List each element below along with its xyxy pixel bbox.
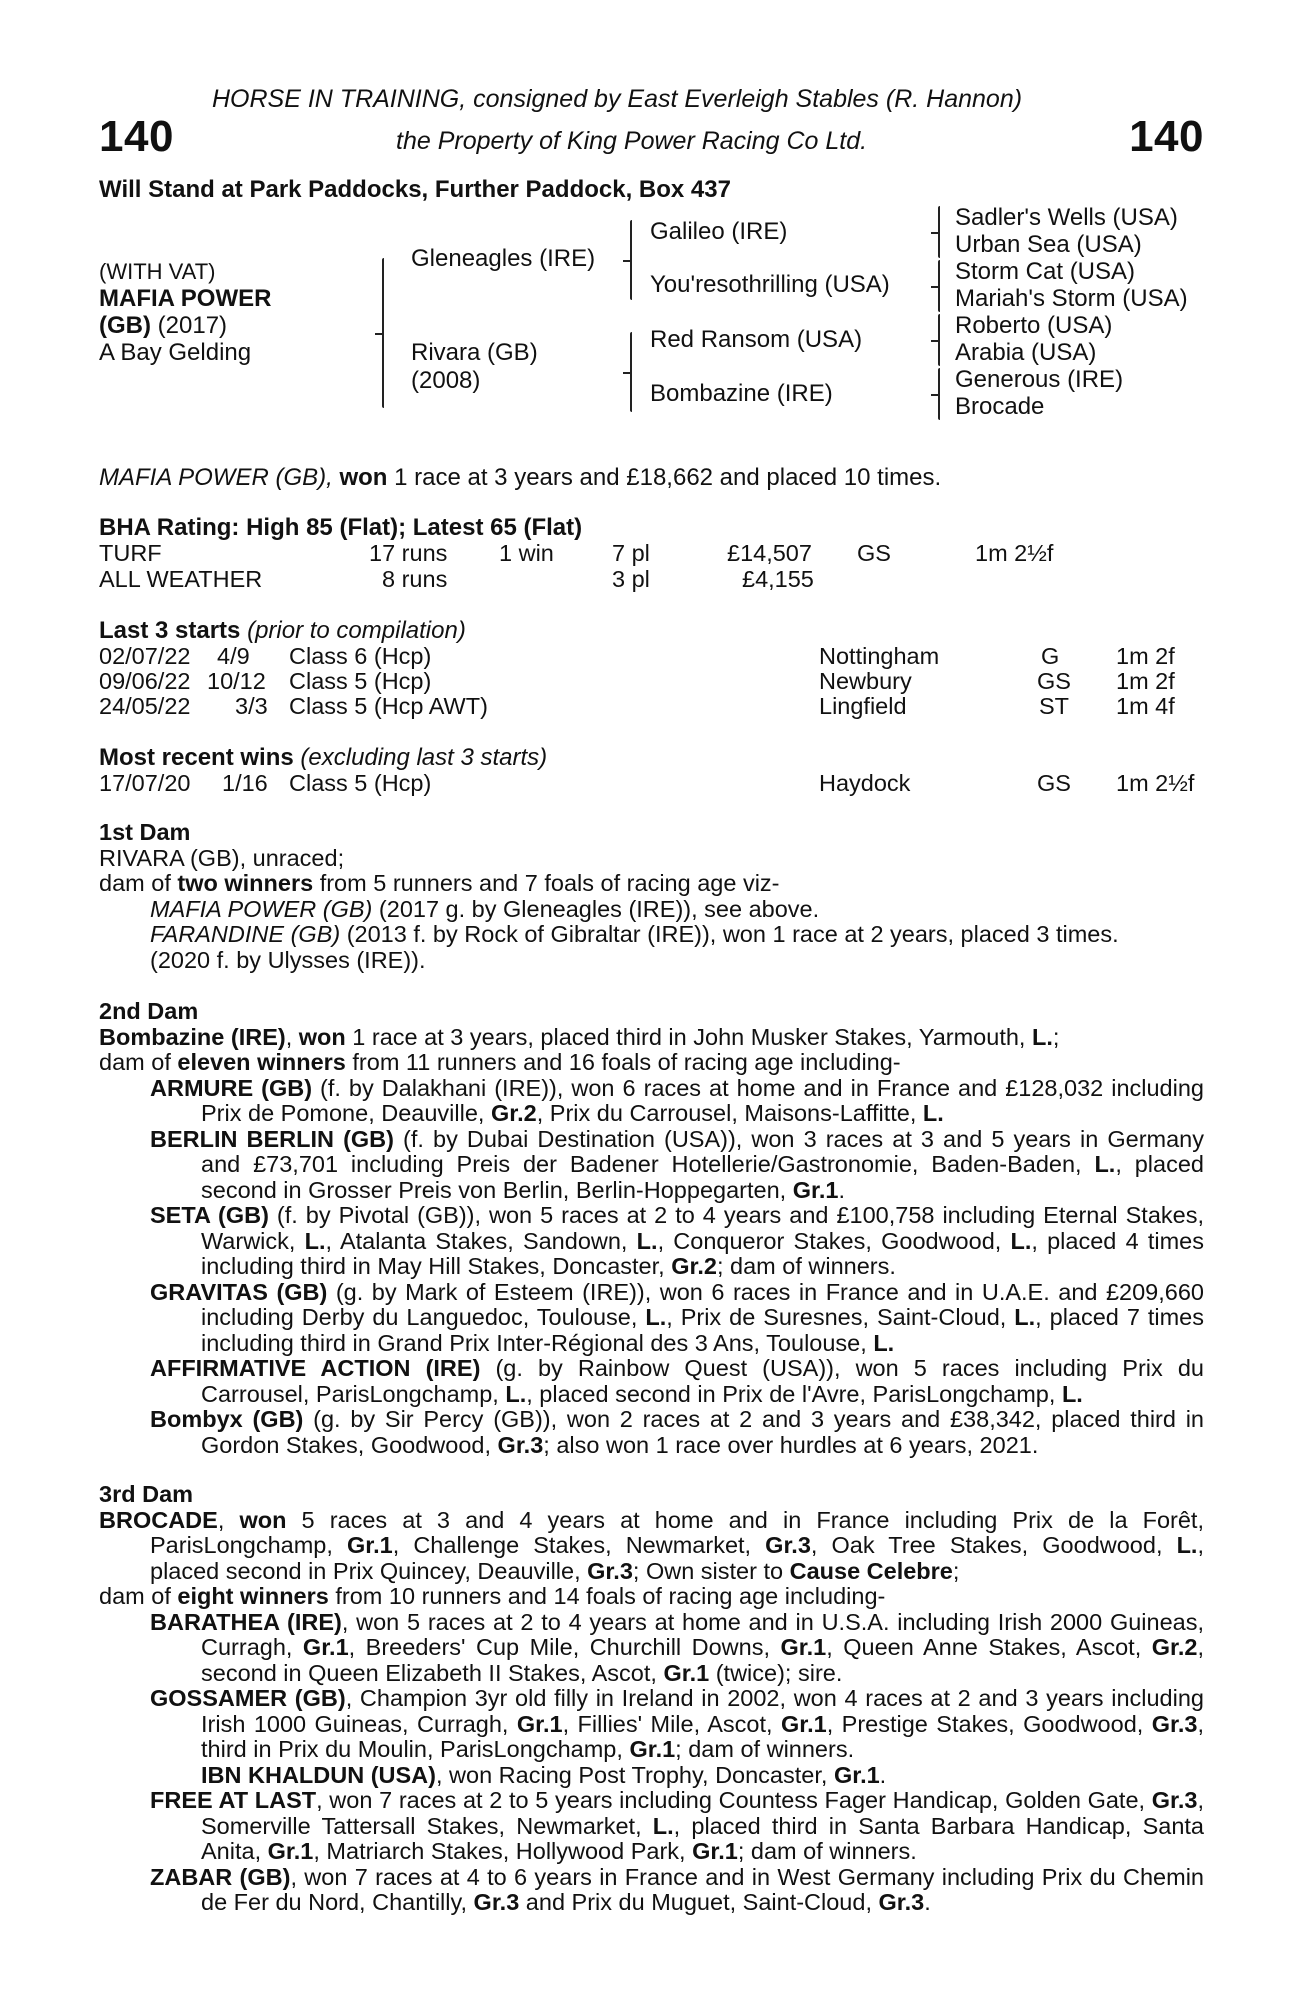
rating-title: BHA Rating: High 85 (Flat); Latest 65 (Flat) — [99, 514, 583, 541]
start-going: G — [1041, 643, 1060, 669]
summary-rest: 1 race at 3 years and £18,662 and placed 10 times. — [387, 464, 942, 491]
rating-going: GS — [857, 540, 891, 566]
win-going: GS — [1037, 770, 1071, 796]
third-dam-title: 3rd Dam — [99, 1481, 194, 1507]
vat-label: (WITH VAT) — [99, 259, 216, 284]
first-dam-produce-line: dam of two winners from 5 runners and 7 foals of racing age viz- — [99, 870, 780, 896]
start-distance: 1m 2f — [1116, 668, 1175, 694]
start-date: 09/06/22 — [99, 668, 191, 694]
rating-placed: 7 pl — [612, 540, 650, 566]
wins-title-line — [99, 744, 547, 772]
horse-description: A Bay Gelding — [99, 339, 252, 366]
property-line: the Property of King Power Racing Co Ltd. — [396, 127, 868, 155]
ggp-brace-1 — [938, 206, 940, 258]
first-dam-produce-1: MAFIA POWER (GB) (2017 g. by Gleneagles (IRE)), see above. — [150, 895, 820, 922]
third-dam-entry: BARATHEA (IRE), won 5 races at 2 to 4 years at home and in U.S.A. including Irish 2000 Guineas, Curragh, Gr.1, Breeders' Cup Mile, Churchill Downs, Gr.1, Queen Anne Stakes, Ascot, Gr.2, second in Queen Elizabeth II Stakes, Ascot, Gr.1 (twice); sire. — [150, 1608, 1205, 1686]
rating-runs: 8 runs — [382, 566, 448, 592]
consignor-line: HORSE IN TRAINING, consigned by East Everleigh Stables (R. Hannon) — [212, 85, 1023, 113]
start-position: 10/12 — [207, 668, 266, 694]
last3-title-line — [99, 617, 466, 645]
ggp-brace-2 — [938, 260, 940, 312]
start-distance: 1m 2f — [1116, 643, 1175, 669]
lot-number-right: 140 — [1129, 112, 1204, 161]
horse-year: (2017) — [157, 312, 228, 339]
start-class: Class 5 (Hcp) — [289, 668, 432, 694]
second-dam-section — [99, 999, 1204, 1458]
dam-year: (2008) — [411, 367, 481, 394]
second-dam-title: 2nd Dam — [99, 998, 199, 1024]
ggp-8: Brocade — [955, 393, 1045, 420]
second-dam-entry: AFFIRMATIVE ACTION (IRE) (g. by Rainbow Quest (USA)), won 5 races including Prix du Carrousel, ParisLongchamp, L., placed second in Prix de l'Avre, ParisLongchamp, L. — [150, 1355, 1204, 1407]
start-course: Newbury — [819, 668, 912, 694]
start-position: 4/9 — [217, 643, 250, 669]
last3-note: (prior to compilation) — [247, 617, 466, 644]
start-course: Lingfield — [819, 693, 907, 719]
rating-runs: 17 runs — [369, 540, 448, 566]
rating-surface: ALL WEATHER — [99, 566, 263, 592]
third-dam-entry: FREE AT LAST, won 7 races at 2 to 5 years including Countess Fager Handicap, Golden Gate, Gr.3, Somerville Tattersall Stakes, Newmarket, L., placed third in Santa Barbara Handicap, Santa Anita, Gr.1, Matriarch Stakes, Hollywood Park, Gr.1; dam of winners. — [150, 1787, 1204, 1864]
second-dam-entry: Bombyx (GB) (g. by Sir Percy (GB)), won 2 races at 2 and 3 years and £38,342, placed third in Gordon Stakes, Goodwood, Gr.3; also won 1 race over hurdles at 6 years, 2021. — [150, 1406, 1204, 1458]
first-dam-produce-2: FARANDINE (GB) (2013 f. by Rock of Gibraltar (IRE)), won 1 race at 2 years, placed 3 times. — [150, 921, 1119, 947]
ggp-1: Sadler's Wells (USA) — [955, 204, 1178, 231]
first-dam-line: RIVARA (GB), unraced; — [99, 844, 345, 871]
third-dam-line: BROCADE, won 5 races at 3 and 4 years at home and in France including Prix de la Forêt, ParisLongchamp, Gr.1, Challenge Stakes, Newmarket, Gr.3, Oak Tree Stakes, Goodwood, L., placed second in Prix Quincey, Deauville, Gr.3; Own sister to Cause Celebre; — [99, 1506, 1204, 1584]
sire-sire: Galileo (IRE) — [650, 218, 788, 245]
first-dam-section — [99, 820, 1204, 973]
third-dam-section — [99, 1482, 1204, 1916]
rating-money: £4,155 — [742, 566, 814, 592]
stand-line: Will Stand at Park Paddocks, Further Paddock, Box 437 — [99, 176, 731, 203]
last3-title: Last 3 starts — [99, 617, 241, 644]
pedigree-brace — [382, 258, 384, 408]
horse-origin — [99, 312, 227, 340]
dam: Rivara (GB) — [411, 339, 538, 366]
second-dam-entry: SETA (GB) (f. by Pivotal (GB)), won 5 races at 2 to 4 years and £100,758 including Eternal Stakes, Warwick, L., Atalanta Stakes, Sandown, L., Conqueror Stakes, Goodwood, L., placed 4 times including third in May Hill Stakes, Doncaster, Gr.2; dam of winners. — [150, 1202, 1204, 1279]
rating-placed: 3 pl — [612, 566, 650, 592]
start-class: Class 6 (Hcp) — [289, 643, 432, 669]
win-distance: 1m 2½f — [1116, 770, 1195, 796]
ggp-4: Mariah's Storm (USA) — [955, 285, 1188, 312]
dam-dam: Bombazine (IRE) — [650, 380, 833, 407]
dam-sire: Red Ransom (USA) — [650, 326, 863, 353]
horse-country: (GB) — [99, 312, 151, 339]
summary-line — [99, 464, 941, 492]
ggp-brace-3 — [938, 314, 940, 366]
rating-distance: 1m 2½f — [975, 540, 1054, 566]
horse-name: MAFIA POWER — [99, 285, 272, 312]
summary-name: MAFIA POWER (GB), — [99, 464, 333, 491]
first-dam-produce-3: (2020 f. by Ulysses (IRE)). — [150, 946, 426, 973]
sire-dam: You'resothrilling (USA) — [650, 271, 890, 298]
start-date: 24/05/22 — [99, 693, 191, 719]
second-dam-produce-line: dam of eleven winners from 11 runners and 16 foals of racing age including- — [99, 1049, 901, 1075]
second-dam-line: Bombazine (IRE), won 1 race at 3 years, placed third in John Musker Stakes, Yarmouth, L.; — [99, 1023, 1060, 1050]
third-dam-produce-line: dam of eight winners from 10 runners and 14 foals of racing age including- — [99, 1583, 886, 1609]
start-going: ST — [1039, 693, 1070, 719]
ggp-6: Arabia (USA) — [955, 339, 1097, 366]
win-date: 17/07/20 — [99, 770, 191, 796]
second-dam-entry: BERLIN BERLIN (GB) (f. by Dubai Destination (USA)), won 3 races at 3 and 5 years in Germany and £73,701 including Preis der Badener Hotellerie/Gastronomie, Baden-Baden, L., placed second in Grosser Preis von Berlin, Berlin-Hoppegarten, Gr.1. — [150, 1125, 1204, 1203]
first-dam-title: 1st Dam — [99, 819, 191, 845]
rating-money: £14,507 — [727, 540, 812, 566]
start-course: Nottingham — [819, 643, 940, 669]
rating-wins: 1 win — [499, 540, 554, 566]
lot-number-left: 140 — [99, 112, 174, 161]
second-dam-entry: ARMURE (GB) (f. by Dalakhani (IRE)), won 6 races at home and in France and £128,032 including Prix de Pomone, Deauville, Gr.2, Prix du Carrousel, Maisons-Laffitte, L. — [150, 1074, 1204, 1126]
start-distance: 1m 4f — [1116, 693, 1175, 719]
third-dam-entry: ZABAR (GB), won 7 races at 4 to 6 years in France and in West Germany including Prix du Chemin de Fer du Nord, Chantilly, Gr.3 and Prix du Muguet, Saint-Cloud, Gr.3. — [150, 1863, 1204, 1915]
ggp-2: Urban Sea (USA) — [955, 231, 1142, 258]
win-class: Class 5 (Hcp) — [289, 770, 432, 796]
win-position: 1/16 — [222, 770, 268, 796]
start-position: 3/3 — [235, 693, 268, 719]
ggp-7: Generous (IRE) — [955, 366, 1124, 393]
start-going: GS — [1037, 668, 1071, 694]
ggp-5: Roberto (USA) — [955, 312, 1113, 339]
sire-brace — [630, 220, 632, 300]
third-dam-entry: GOSSAMER (GB), Champion 3yr old filly in Ireland in 2002, won 4 races at 2 and 3 years including Irish 1000 Guineas, Curragh, Gr.1, Fillies' Mile, Ascot, Gr.1, Prestige Stakes, Goodwood, Gr.3, third in Prix du Moulin, ParisLongchamp, Gr.1; dam of winners. — [150, 1685, 1204, 1762]
dam-brace — [630, 332, 632, 412]
second-dam-entry: GRAVITAS (GB) (g. by Mark of Esteem (IRE)), won 6 races in France and in U.A.E. and £209,660 including Derby du Languedoc, Toulouse, L., Prix de Suresnes, Saint-Cloud, L., placed 7 times including third in Grand Prix Inter-Régional des 3 Ans, Toulouse, L. — [150, 1278, 1204, 1356]
sire: Gleneagles (IRE) — [411, 245, 596, 272]
ggp-3: Storm Cat (USA) — [955, 258, 1136, 285]
win-course: Haydock — [819, 770, 911, 796]
summary-won: won — [339, 464, 388, 491]
rating-surface: TURF — [99, 540, 162, 566]
wins-title: Most recent wins — [99, 744, 294, 771]
start-date: 02/07/22 — [99, 643, 191, 669]
third-dam-sub-entry: IBN KHALDUN (USA), won Racing Post Trophy, Doncaster, Gr.1. — [201, 1761, 887, 1788]
ggp-brace-4 — [938, 368, 940, 420]
wins-note: (excluding last 3 starts) — [300, 744, 548, 771]
start-class: Class 5 (Hcp AWT) — [289, 693, 488, 719]
